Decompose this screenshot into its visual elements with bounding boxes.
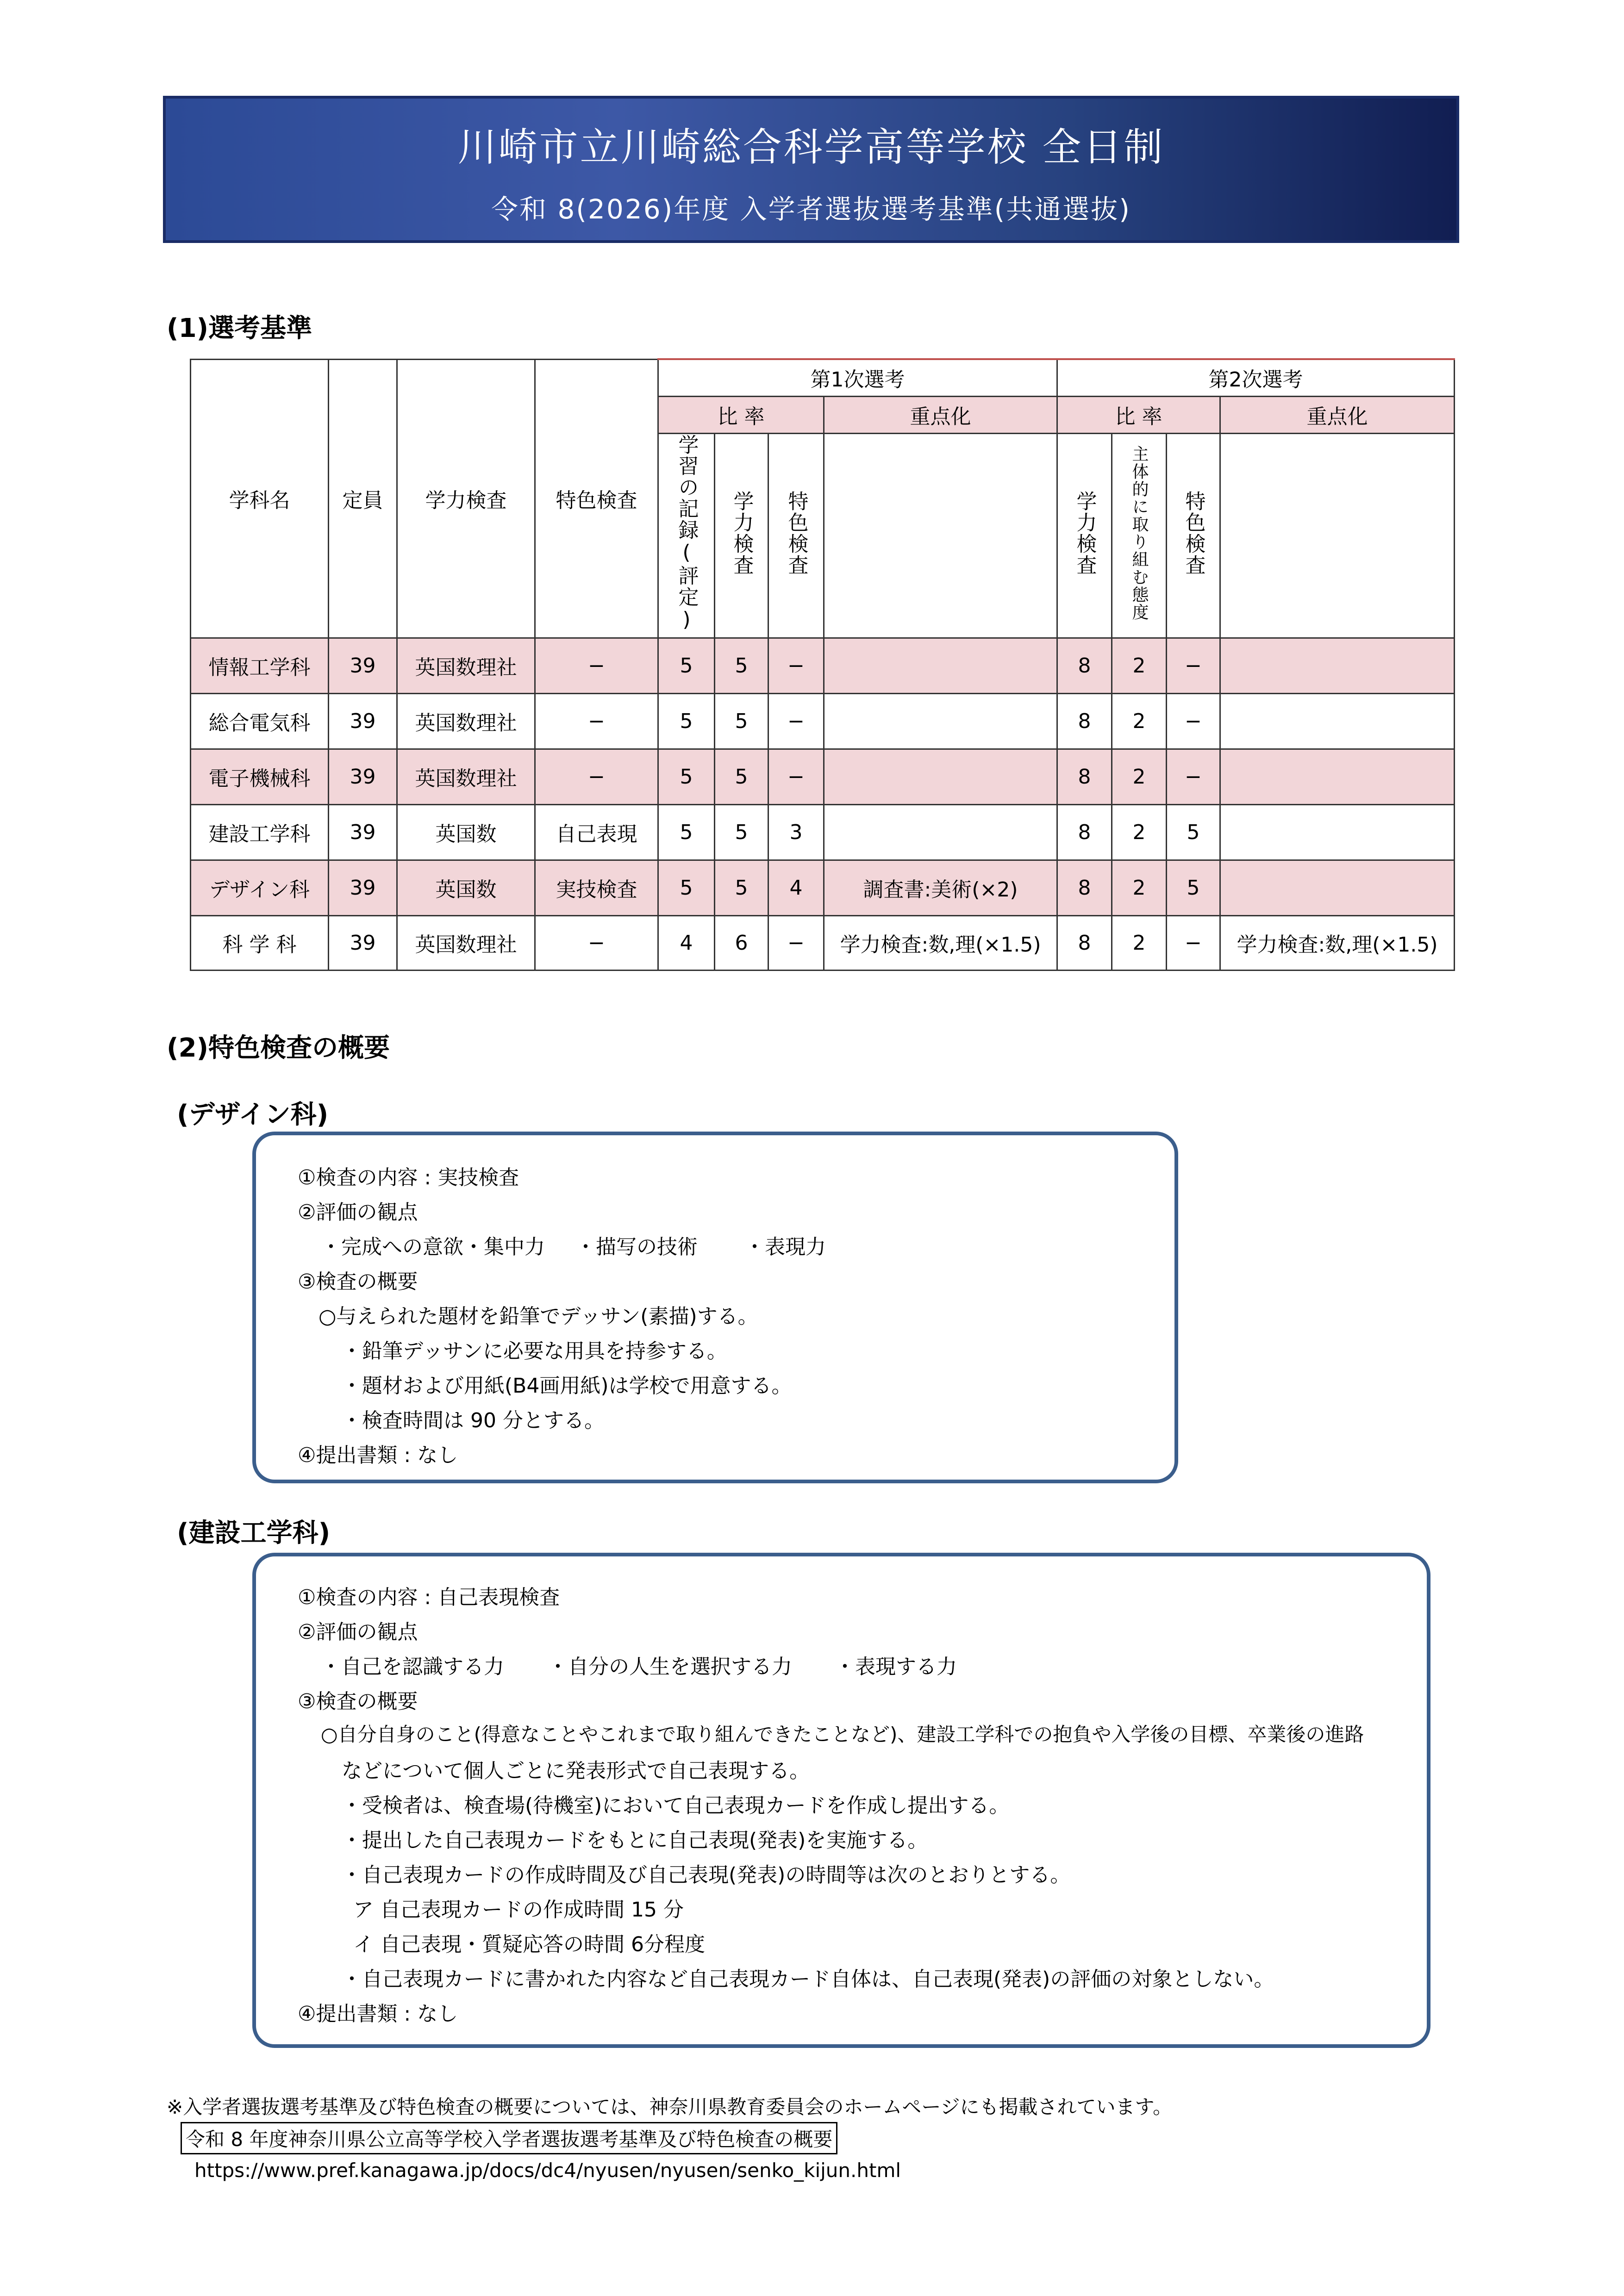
cell-first-priority	[824, 693, 1057, 749]
cell-academic: 英国数	[397, 860, 535, 915]
header-capacity: 定員	[329, 359, 397, 638]
construction-line-eval-3: ・表現する力	[835, 1655, 957, 1679]
header-second-priority-blank	[1220, 433, 1455, 638]
header-first-ratio: 比 率	[658, 396, 824, 433]
selection-criteria-table	[190, 358, 1455, 971]
cell-first-academic: 5	[715, 749, 768, 804]
document-subtitle: 令和 8(2026)年度 入学者選抜選考基準(共通選抜)	[491, 193, 1131, 225]
header-first-record: 学習の記録(評定)	[675, 434, 699, 632]
construction-line-overview-cont: などについて個人ごとに発表形式で自己表現する。	[342, 1759, 810, 1783]
cell-first-special: −	[768, 638, 824, 693]
design-line-detail-2: ・題材および用紙(B4画用紙)は学校で用意する。	[342, 1374, 792, 1398]
cell-second-special: −	[1167, 693, 1220, 749]
construction-line-content: ①検査の内容 : 自己表現検査	[298, 1586, 560, 1609]
section1-heading: (1)選考基準	[167, 313, 312, 343]
construction-line-time-b: イ 自己表現・質疑応答の時間 6分程度	[353, 1933, 705, 1956]
cell-second-special: −	[1167, 749, 1220, 804]
construction-line-eval: ②評価の観点	[298, 1620, 418, 1644]
cell-dept: デザイン科	[191, 860, 329, 915]
cell-second-academic: 8	[1057, 638, 1112, 693]
construction-line-eval-1: ・自己を認識する力	[321, 1655, 504, 1679]
header-second-priority: 重点化	[1220, 396, 1455, 433]
header-dept: 学科名	[191, 359, 329, 638]
construction-line-overview-main: ○自分自身のこと(得意なことやこれまで取り組んできたことなど)、建設工学科での抱負や入学後の目標、卒業後の進路	[321, 1723, 1364, 1746]
cell-second-academic: 8	[1057, 860, 1112, 915]
cell-capacity: 39	[329, 693, 397, 749]
section2-heading: (2)特色検査の概要	[167, 1033, 390, 1063]
cell-special: 実技検査	[535, 860, 658, 915]
cell-second-academic: 8	[1057, 915, 1112, 970]
cell-second-priority	[1220, 693, 1455, 749]
cell-first-record: 5	[658, 693, 715, 749]
header-second-special: 特色検査	[1181, 490, 1206, 576]
construction-line-detail-2: ・提出した自己表現カードをもとに自己表現(発表)を実施する。	[342, 1829, 928, 1852]
cell-dept: 情報工学科	[191, 638, 329, 693]
cell-first-academic: 6	[715, 915, 768, 970]
header-second-academic: 学力検査	[1073, 490, 1097, 576]
cell-first-priority	[824, 804, 1057, 860]
cell-capacity: 39	[329, 804, 397, 860]
reference-url[interactable]: https://www.pref.kanagawa.jp/docs/dc4/nyusen/nyusen/senko_kijun.html	[194, 2159, 901, 2182]
header-first-special: 特色検査	[784, 490, 808, 576]
cell-first-priority: 学力検査:数,理(×1.5)	[824, 915, 1057, 970]
cell-first-record: 5	[658, 638, 715, 693]
cell-academic: 英国数理社	[397, 693, 535, 749]
design-details-box	[252, 1132, 1178, 1483]
cell-special: −	[535, 915, 658, 970]
reference-link-title[interactable]: 令和 8 年度神奈川県公立高等学校入学者選抜選考基準及び特色検査の概要	[181, 2122, 837, 2154]
design-line-eval: ②評価の観点	[298, 1201, 418, 1224]
construction-line-overview: ③検査の概要	[298, 1690, 418, 1713]
construction-line-documents: ④提出書類 : なし	[298, 2002, 458, 2026]
cell-academic: 英国数理社	[397, 638, 535, 693]
header-academic-test: 学力検査	[397, 359, 535, 638]
cell-academic: 英国数理社	[397, 749, 535, 804]
construction-heading: (建設工学科)	[177, 1518, 331, 1548]
design-heading: (デザイン科)	[177, 1100, 329, 1130]
design-line-eval-1: ・完成への意欲・集中力	[321, 1235, 545, 1259]
cell-dept: 科 学 科	[191, 915, 329, 970]
cell-second-priority	[1220, 749, 1455, 804]
title-banner	[163, 96, 1459, 243]
cell-second-special: 5	[1167, 860, 1220, 915]
header-first-priority-blank	[824, 433, 1057, 638]
cell-capacity: 39	[329, 638, 397, 693]
cell-second-special: 5	[1167, 804, 1220, 860]
table-row	[191, 804, 1455, 860]
cell-first-priority	[824, 638, 1057, 693]
table-row	[191, 915, 1455, 970]
cell-second-attitude: 2	[1112, 915, 1167, 970]
cell-first-academic: 5	[715, 693, 768, 749]
cell-dept: 建設工学科	[191, 804, 329, 860]
cell-capacity: 39	[329, 749, 397, 804]
cell-first-special: 4	[768, 860, 824, 915]
cell-first-record: 5	[658, 749, 715, 804]
cell-academic: 英国数理社	[397, 915, 535, 970]
design-line-content: ①検査の内容 : 実技検査	[298, 1166, 519, 1189]
cell-capacity: 39	[329, 915, 397, 970]
construction-details-box	[252, 1553, 1430, 2048]
header-second-selection: 第2次選考	[1057, 359, 1455, 396]
footer-note: ※入学者選抜選考基準及び特色検査の概要については、神奈川県教育委員会のホームページにも掲載されています。	[167, 2096, 1173, 2118]
cell-special: −	[535, 749, 658, 804]
cell-first-priority: 調査書:美術(×2)	[824, 860, 1057, 915]
design-line-detail-1: ・鉛筆デッサンに必要な用具を持参する。	[342, 1339, 727, 1363]
cell-academic: 英国数	[397, 804, 535, 860]
table-row	[191, 638, 1455, 693]
cell-second-attitude: 2	[1112, 693, 1167, 749]
cell-first-special: −	[768, 693, 824, 749]
header-first-priority: 重点化	[824, 396, 1057, 433]
cell-first-academic: 5	[715, 638, 768, 693]
cell-second-priority: 学力検査:数,理(×1.5)	[1220, 915, 1455, 970]
cell-first-record: 5	[658, 804, 715, 860]
cell-second-priority	[1220, 804, 1455, 860]
cell-special: 自己表現	[535, 804, 658, 860]
cell-second-attitude: 2	[1112, 638, 1167, 693]
construction-line-time-a: ア 自己表現カードの作成時間 15 分	[353, 1898, 684, 1922]
table-row	[191, 693, 1455, 749]
cell-first-academic: 5	[715, 804, 768, 860]
school-title: 川崎市立川崎総合科学高等学校 全日制	[457, 124, 1165, 170]
cell-second-special: −	[1167, 915, 1220, 970]
construction-line-detail-4: ・自己表現カードに書かれた内容など自己表現カード自体は、自己表現(発表)の評価の対象としない。	[342, 1967, 1274, 1991]
cell-second-academic: 8	[1057, 693, 1112, 749]
cell-second-academic: 8	[1057, 749, 1112, 804]
cell-first-record: 5	[658, 860, 715, 915]
cell-second-academic: 8	[1057, 804, 1112, 860]
table-row	[191, 860, 1455, 915]
table-row	[191, 749, 1455, 804]
cell-second-attitude: 2	[1112, 804, 1167, 860]
cell-first-record: 4	[658, 915, 715, 970]
cell-dept: 総合電気科	[191, 693, 329, 749]
header-second-attitude: 主体的に取り組む態度	[1130, 445, 1149, 621]
cell-second-priority	[1220, 860, 1455, 915]
construction-line-detail-3: ・自己表現カードの作成時間及び自己表現(発表)の時間等は次のとおりとする。	[342, 1863, 1071, 1887]
cell-second-attitude: 2	[1112, 749, 1167, 804]
construction-line-detail-1: ・受検者は、検査場(待機室)において自己表現カードを作成し提出する。	[342, 1794, 1010, 1817]
cell-special: −	[535, 693, 658, 749]
cell-dept: 電子機械科	[191, 749, 329, 804]
design-line-documents: ④提出書類 : なし	[298, 1444, 458, 1467]
header-first-selection: 第1次選考	[658, 359, 1057, 396]
cell-first-special: 3	[768, 804, 824, 860]
construction-line-eval-2: ・自分の人生を選択する力	[548, 1655, 792, 1679]
header-first-academic: 学力検査	[730, 490, 754, 576]
design-line-detail-3: ・検査時間は 90 分とする。	[342, 1409, 605, 1432]
design-line-overview-main: ○与えられた題材を鉛筆でデッサン(素描)する。	[319, 1305, 758, 1328]
cell-first-priority	[824, 749, 1057, 804]
design-line-eval-2: ・描写の技術	[575, 1235, 698, 1259]
cell-first-special: −	[768, 915, 824, 970]
cell-special: −	[535, 638, 658, 693]
cell-second-priority	[1220, 638, 1455, 693]
header-special-test: 特色検査	[535, 359, 658, 638]
cell-first-academic: 5	[715, 860, 768, 915]
cell-second-special: −	[1167, 638, 1220, 693]
header-second-ratio: 比 率	[1057, 396, 1220, 433]
design-line-overview: ③検査の概要	[298, 1270, 418, 1294]
cell-second-attitude: 2	[1112, 860, 1167, 915]
design-line-eval-3: ・表現力	[744, 1235, 826, 1259]
cell-first-special: −	[768, 749, 824, 804]
cell-capacity: 39	[329, 860, 397, 915]
